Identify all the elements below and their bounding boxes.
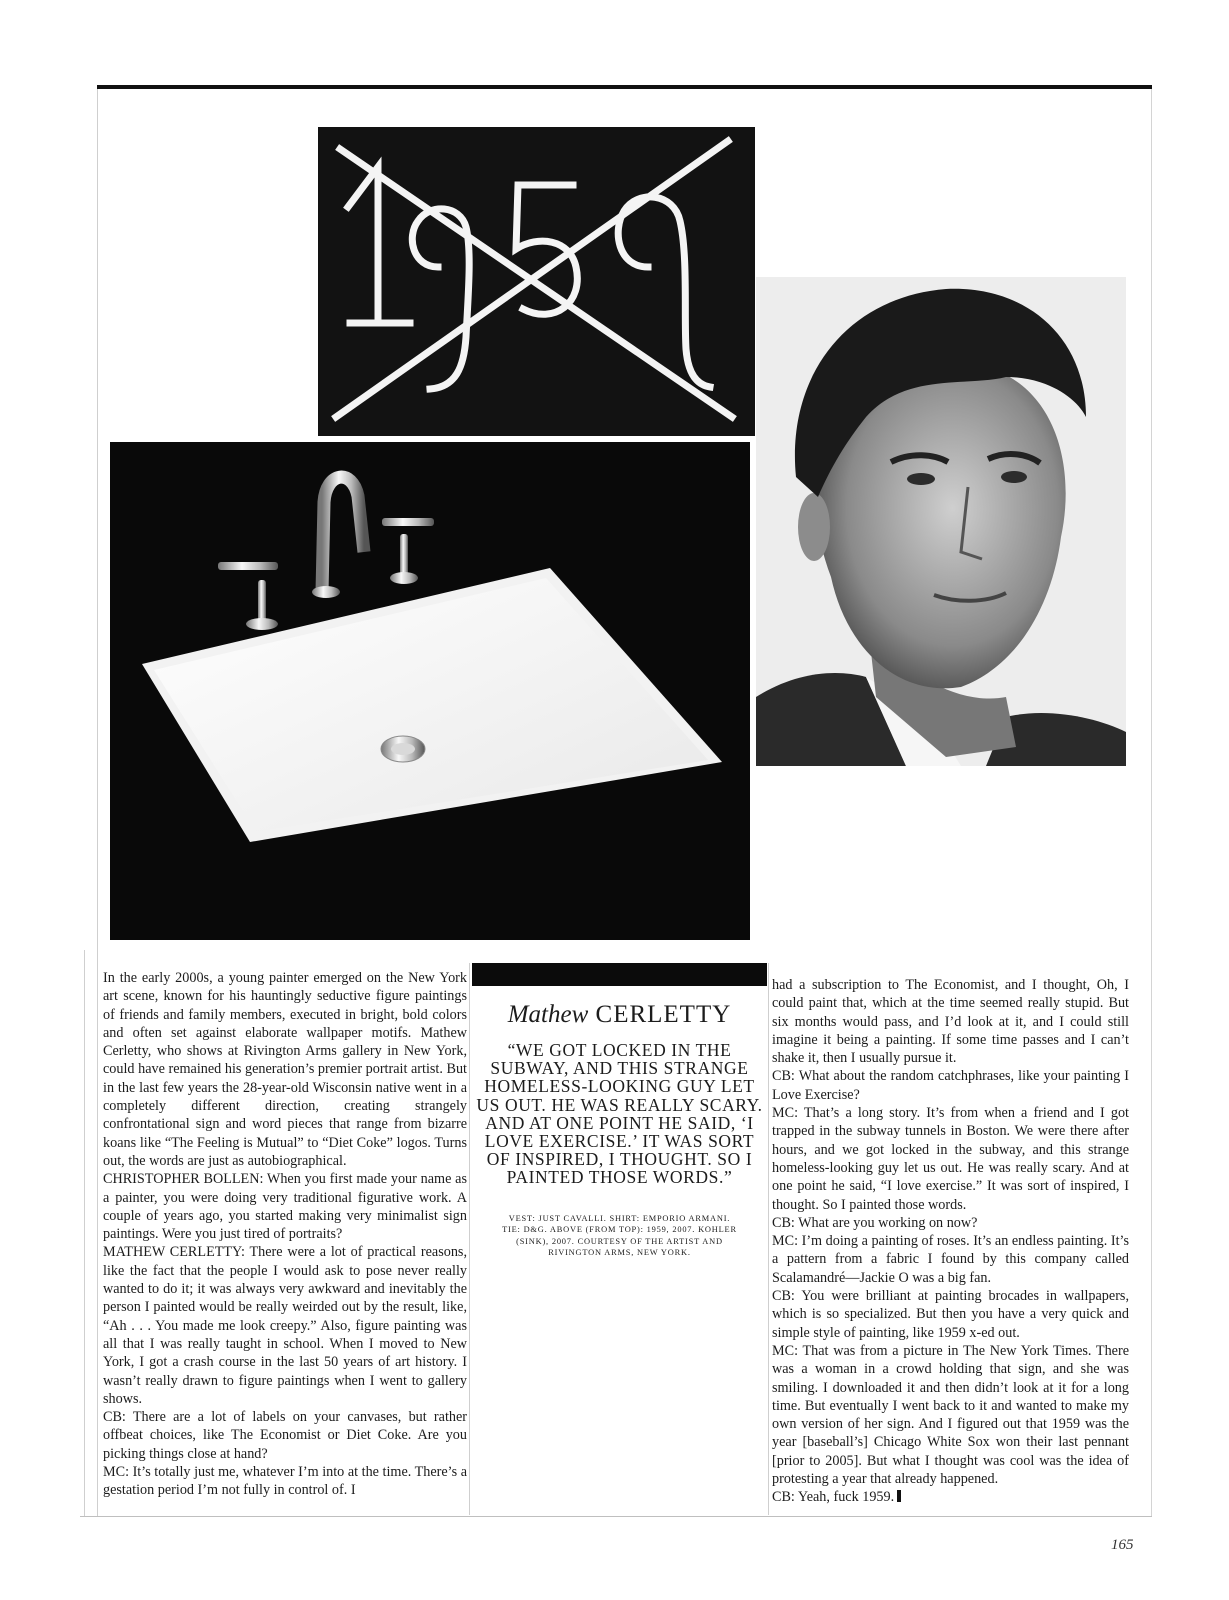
sink-photo bbox=[110, 442, 750, 940]
center-right-rule bbox=[768, 963, 769, 1515]
interview-question: CHRISTOPHER BOLLEN: When you first made your name as a painter, you were doing very traditional figurative work. A couple of years ago, you started making very minimalist sign paintings. Were you just tired of portraits? bbox=[103, 1171, 467, 1243]
interview-answer: MC: I’m doing a painting of roses. It’s an endless painting. It’s a pattern from a fabric I found by this company called Scalamandré—Jackie O was a big fan. bbox=[772, 1233, 1129, 1286]
interview-answer: MC: That was from a picture in The New York Times. There was a woman in a crowd holding that sign, and she was smiling. I downloaded it and then didn’t look at it for a long time. But eventually I went back to it and wanted to make my own version of her sign. And I figured out that 1959 was the year [baseball’s] Chicago White Sox won their last pennant [prior to 2005]. But what I thought was cool was the idea of protesting a year that already happened. bbox=[772, 1342, 1129, 1488]
sidebar-black-bar bbox=[472, 963, 767, 986]
portrait-illustration bbox=[756, 277, 1126, 766]
photo-credit: VEST: JUST CAVALLI. SHIRT: EMPORIO ARMANI. TIE: D&G. ABOVE (FROM TOP): 1959, 2007. KOHLER (SINK), 2007. COURTESY OF THE ARTIST AND RIVINGTON ARMS, NEW YORK. bbox=[502, 1214, 737, 1258]
painting-1959-image bbox=[318, 127, 755, 436]
sidebar-box bbox=[472, 963, 767, 1515]
intro-paragraph: In the early 2000s, a young painter emerged on the New York art scene, known for his hauntingly seductive figure paintings of friends and family members, executed in bright, bold colors and often set against elaborate wallpaper motifs. Mathew Cerletty, who shows at Rivington Arms gallery in New York, could have remained his generation’s premier portrait artist. But in the last few years the 28-year-old Wisconsin native went in a completely different direction, creating strangely confrontational sign and word pieces that range from bizarre koans like “The Feeling is Mutual” to “Diet Coke” logos. Turns out, the words are just as autobiographical. bbox=[103, 970, 467, 1169]
pull-quote: “WE GOT LOCKED IN THE SUBWAY, AND THIS STRANGE HOMELESS-LOOKING GUY LET US OUT. HE WAS REALLY SCARY. AND AT ONE POINT HE SAID, ‘I LOVE EXERCISE.’ IT WAS SORT OF INSPIRED, I THOUGHT. SO I PAINTED THOSE WORDS.” bbox=[476, 1040, 763, 1188]
interview-answer: MC: It’s totally just me, whatever I’m into at the time. There’s a gestation period I’m not fully in control of. I bbox=[103, 1464, 467, 1499]
left-rule bbox=[97, 89, 98, 1516]
top-rule bbox=[97, 85, 1152, 89]
sink-illustration bbox=[110, 442, 750, 940]
interview-answer: MATHEW CERLETTY: There were a lot of practical reasons, like the fact that the people I would ask to pose never really wanted to do it; it was always very awkward and inevitably the person I painted would be really weirded out by the result, like, “Ah . . . You made me look creepy.” Also, figure painting was all that I was really taught in school. When I moved to New York, I got a crash course in the last 50 years of art history. I wasn’t really drawn to figure paintings when I went to gallery shows. bbox=[103, 1244, 467, 1407]
interview-answer: MC: That’s a long story. It’s from when a friend and I got trapped in the subway tunnels in Boston. We were there after hours, and we got locked in the subway, and this strange homeless-looking guy let us out. He was really scary. And at one point he said, “I love exercise.” It was sort of inspired, I thought. So I painted those words. bbox=[772, 1105, 1129, 1213]
interview-question: CB: There are a lot of labels on your canvases, but rather offbeat choices, like The Economist or Diet Coke. Are you picking things close at hand? bbox=[103, 1409, 467, 1462]
artist-last-name: CERLETTY bbox=[595, 1001, 732, 1028]
artist-portrait-photo bbox=[756, 277, 1126, 766]
interview-answer: had a subscription to The Economist, and I thought, Oh, I could paint that, which at the time seemed really stupid. But six months would pass, and I’d look at it, and I could still imagine it being a painting. If some time passes and I can’t shake it, then I usually pursue it. bbox=[772, 977, 1129, 1067]
interview-question: CB: What about the random catchphrases, like your painting I Love Exercise? bbox=[772, 1068, 1129, 1103]
closing-text: CB: Yeah, fuck 1959. bbox=[772, 1489, 895, 1506]
painting-1959-graphic bbox=[318, 127, 755, 436]
right-rule bbox=[1151, 89, 1152, 1516]
page-number: 165 bbox=[1111, 1537, 1134, 1553]
artist-name bbox=[472, 1001, 767, 1029]
bottom-rule bbox=[80, 1516, 1152, 1517]
article-right-column bbox=[772, 976, 1129, 1507]
article-left-column bbox=[103, 969, 467, 1500]
interview-closing-line bbox=[772, 1488, 1129, 1506]
artist-first-name: Mathew bbox=[507, 1001, 589, 1028]
interview-question: CB: What are you working on now? bbox=[772, 1214, 978, 1231]
interview-question: CB: You were brilliant at painting brocades in wallpapers, which is so specialized. But then you have a very quick and simple style of painting, like 1959 x-ed out. bbox=[772, 1288, 1129, 1341]
left-column-rule bbox=[84, 950, 85, 1516]
end-mark-icon bbox=[897, 1490, 901, 1502]
center-left-rule bbox=[469, 963, 470, 1515]
